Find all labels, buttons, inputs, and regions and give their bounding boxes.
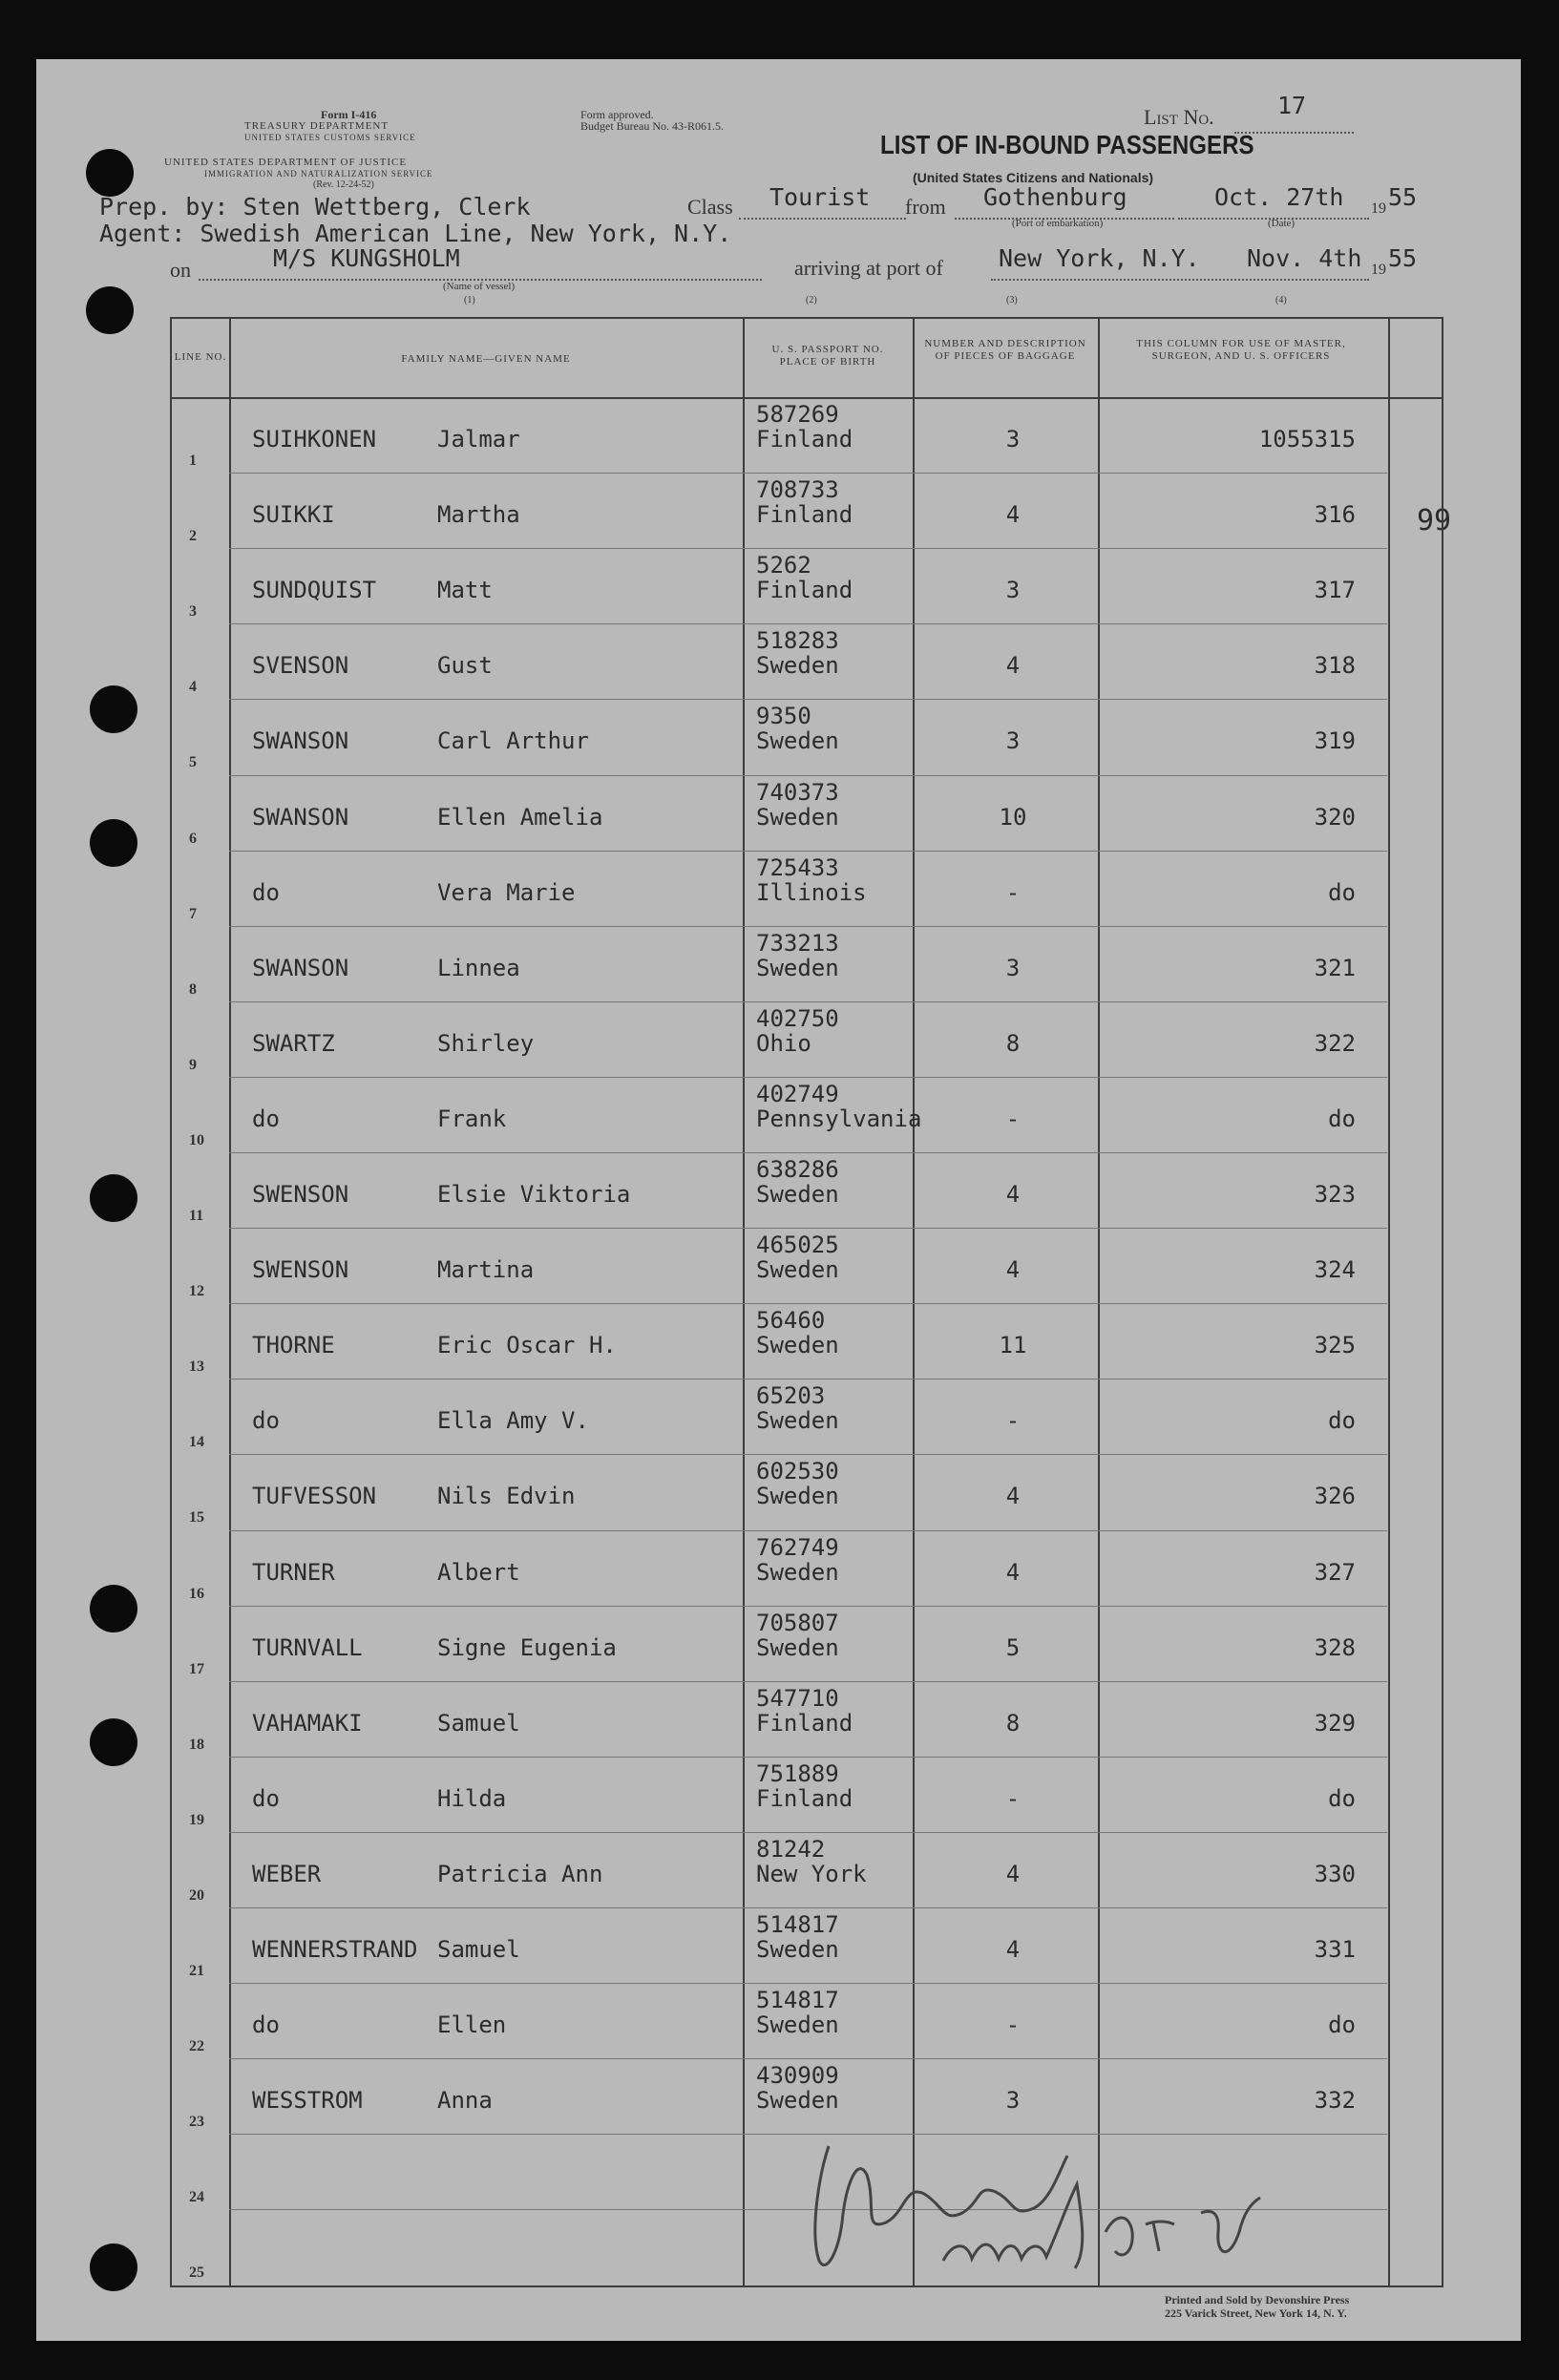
column-number-1: (1) — [464, 295, 475, 305]
family-name: WEBER — [252, 1860, 322, 1887]
officer-number: 326 — [1314, 1483, 1356, 1510]
arrival-port: New York, N.Y. — [999, 244, 1200, 272]
line-number: 13 — [189, 1358, 204, 1376]
given-name: Patricia Ann — [437, 1860, 603, 1887]
line-number: 24 — [189, 2189, 204, 2206]
place-of-birth: Finland — [756, 501, 853, 529]
baggage-count: 3 — [1005, 426, 1021, 453]
line-number: 5 — [189, 754, 197, 771]
officer-number: do — [1328, 1784, 1356, 1812]
place-of-birth: Sweden — [756, 1181, 839, 1208]
passport-number: 733213 — [756, 929, 839, 957]
baggage-count: 8 — [1005, 1029, 1021, 1057]
given-name: Frank — [437, 1105, 507, 1132]
family-name: TURNER — [252, 1558, 335, 1586]
officer-number: 320 — [1314, 803, 1356, 831]
passport-number: 402749 — [756, 1080, 839, 1107]
passport-number: 430909 — [756, 2062, 839, 2090]
table-row — [172, 1077, 1442, 1152]
passport-number: 547710 — [756, 1684, 839, 1712]
place-of-birth: Sweden — [756, 1936, 839, 1963]
line-number: 23 — [189, 2114, 204, 2131]
given-name: Vera Marie — [437, 878, 576, 906]
family-name: SUNDQUIST — [252, 577, 377, 604]
line-number: 4 — [189, 679, 197, 696]
family-name: SVENSON — [252, 652, 349, 680]
punch-hole — [90, 1174, 137, 1222]
table-row — [172, 1983, 1442, 2058]
place-of-birth: Sweden — [756, 954, 839, 981]
baggage-count: 4 — [1005, 501, 1021, 529]
document-subtitle: (United States Citizens and Nationals) — [913, 170, 1154, 185]
family-name: WESSTROM — [252, 2087, 363, 2115]
baggage-count: 3 — [1005, 727, 1021, 755]
table-row — [172, 1152, 1442, 1228]
table-row — [172, 1606, 1442, 1681]
place-of-birth: New York — [756, 1860, 867, 1887]
family-name: SWANSON — [252, 803, 349, 831]
line-number: 17 — [189, 1660, 204, 1677]
table-row — [172, 1001, 1442, 1077]
passport-number: 725433 — [756, 853, 839, 881]
table-row — [172, 1757, 1442, 1832]
dept-line-2: UNITED STATES CUSTOMS SERVICE — [244, 133, 416, 142]
given-name: Ellen — [437, 2011, 507, 2039]
printer-line-1: Printed and Sold by Devonshire Press — [1165, 2293, 1350, 2306]
officer-number: 316 — [1314, 501, 1356, 529]
punch-hole — [90, 1718, 137, 1766]
line-number: 19 — [189, 1811, 204, 1828]
dept-line-3: UNITED STATES DEPARTMENT OF JUSTICE — [164, 157, 408, 168]
place-of-birth: Sweden — [756, 803, 839, 831]
family-name: SWANSON — [252, 954, 349, 981]
officer-number: 318 — [1314, 652, 1356, 680]
passport-number: 81242 — [756, 1835, 826, 1863]
given-name: Ella Amy V. — [437, 1407, 589, 1435]
place-of-birth: Pennsylvania — [756, 1105, 922, 1132]
baggage-count: 8 — [1005, 1709, 1021, 1737]
line-number: 14 — [189, 1434, 204, 1451]
passport-number: 9350 — [756, 703, 811, 730]
place-of-birth: Sweden — [756, 1633, 839, 1661]
table-row — [172, 548, 1442, 623]
passport-number: 762749 — [756, 1533, 839, 1561]
given-name: Martina — [437, 1256, 535, 1284]
family-name: SWENSON — [252, 1256, 349, 1284]
on-label: on — [170, 258, 191, 282]
table-row — [172, 1303, 1442, 1379]
col-header-passport: U. S. PASSPORT NO. PLACE OF BIRTH — [771, 344, 884, 368]
line-number: 25 — [189, 2264, 204, 2282]
place-of-birth: Sweden — [756, 2087, 839, 2115]
given-name: Carl Arthur — [437, 727, 589, 755]
line-number: 12 — [189, 1283, 204, 1300]
table-row — [172, 623, 1442, 699]
passport-number: 402750 — [756, 1004, 839, 1032]
passport-number: 514817 — [756, 1911, 839, 1938]
officer-number: 324 — [1314, 1256, 1356, 1284]
passport-number: 602530 — [756, 1458, 839, 1485]
officer-number: 327 — [1314, 1558, 1356, 1586]
table-row — [172, 397, 1442, 473]
baggage-count: 4 — [1005, 1558, 1021, 1586]
passport-number: 518283 — [756, 627, 839, 655]
place-of-birth: Sweden — [756, 1483, 839, 1510]
officer-number: do — [1328, 1105, 1356, 1132]
given-name: Elsie Viktoria — [437, 1181, 631, 1208]
baggage-count: 4 — [1005, 1256, 1021, 1284]
family-name: SWARTZ — [252, 1029, 335, 1057]
given-name: Samuel — [437, 1936, 520, 1963]
given-name: Hilda — [437, 1784, 507, 1812]
officer-number: do — [1328, 2011, 1356, 2039]
punch-hole — [90, 685, 137, 733]
baggage-count: - — [1005, 2011, 1021, 2039]
embarkation-date: Oct. 27th — [1214, 183, 1344, 211]
line-number: 22 — [189, 2038, 204, 2055]
line-number: 11 — [189, 1208, 204, 1224]
officer-number: 329 — [1314, 1709, 1356, 1737]
line-number: 7 — [189, 905, 197, 922]
table-row — [172, 775, 1442, 851]
place-of-birth: Sweden — [756, 652, 839, 680]
given-name: Nils Edvin — [437, 1483, 576, 1510]
place-of-birth: Finland — [756, 577, 853, 604]
prepared-by: Prep. by: Sten Wettberg, Clerk — [99, 193, 531, 221]
officer-number: 331 — [1314, 1936, 1356, 1963]
place-of-birth: Sweden — [756, 1332, 839, 1359]
place-of-birth: Finland — [756, 1709, 853, 1737]
given-name: Albert — [437, 1558, 520, 1586]
table-row — [172, 1530, 1442, 1606]
family-name: THORNE — [252, 1332, 335, 1359]
table-row — [172, 1454, 1442, 1529]
baggage-count: 3 — [1005, 954, 1021, 981]
col-header-baggage: NUMBER AND DESCRIPTION OF PIECES OF BAGGAGE — [924, 338, 1086, 362]
line-number: 15 — [189, 1509, 204, 1527]
family-name: do — [252, 2011, 280, 2039]
officer-number: do — [1328, 878, 1356, 906]
baggage-count: - — [1005, 1407, 1021, 1435]
list-number: 17 — [1277, 92, 1307, 119]
table-row — [172, 473, 1442, 548]
baggage-count: 3 — [1005, 577, 1021, 604]
passport-number: 56460 — [756, 1307, 826, 1335]
officer-number: 319 — [1314, 727, 1356, 755]
list-no-label: List No. — [1144, 105, 1214, 129]
place-of-birth: Sweden — [756, 1558, 839, 1586]
given-name: Jalmar — [437, 426, 520, 453]
place-of-birth: Sweden — [756, 1256, 839, 1284]
line-number: 10 — [189, 1131, 204, 1148]
table-row — [172, 1907, 1442, 1983]
form-revision: (Rev. 12-24-52) — [313, 179, 374, 190]
passport-number: 65203 — [756, 1382, 826, 1410]
year-suffix-2: 55 — [1388, 244, 1418, 272]
given-name: Martha — [437, 501, 520, 529]
given-name: Matt — [437, 577, 493, 604]
given-name: Eric Oscar H. — [437, 1332, 617, 1359]
punch-hole — [86, 149, 134, 197]
officer-number: 328 — [1314, 1633, 1356, 1661]
line-number: 8 — [189, 980, 197, 998]
table-row — [172, 926, 1442, 1001]
punch-hole — [90, 1585, 137, 1632]
family-name: TURNVALL — [252, 1633, 363, 1661]
officer-number: 325 — [1314, 1332, 1356, 1359]
year-prefix-1: 19 — [1371, 200, 1386, 217]
dept-line-4: IMMIGRATION AND NATURALIZATION SERVICE — [204, 169, 433, 179]
officer-number: 330 — [1314, 1860, 1356, 1887]
given-name: Ellen Amelia — [437, 803, 603, 831]
family-name: do — [252, 1105, 280, 1132]
officer-number: 317 — [1314, 577, 1356, 604]
form-number: Form I-416 — [321, 108, 377, 121]
family-name: SWANSON — [252, 727, 349, 755]
table-row — [172, 1228, 1442, 1303]
line-number: 1 — [189, 453, 197, 469]
passport-number: 751889 — [756, 1759, 839, 1787]
col-header-officers: THIS COLUMN FOR USE OF MASTER, SURGEON, AND U. S. OFFICERS — [1136, 338, 1346, 362]
passport-number: 465025 — [756, 1232, 839, 1259]
vessel-name: M/S KUNGSHOLM — [273, 244, 460, 272]
budget-bureau: Budget Bureau No. 43-R061.5. — [580, 119, 724, 133]
baggage-count: - — [1005, 878, 1021, 906]
family-name: do — [252, 1784, 280, 1812]
table-row — [172, 1681, 1442, 1757]
arriving-label: arriving at port of — [794, 256, 943, 280]
baggage-count: 11 — [999, 1332, 1027, 1359]
baggage-count: - — [1005, 1784, 1021, 1812]
passport-number: 740373 — [756, 778, 839, 806]
place-of-birth: Sweden — [756, 727, 839, 755]
punch-hole — [86, 286, 134, 334]
agent-line: Agent: Swedish American Line, New York, N.Y. — [99, 220, 732, 247]
baggage-count: 4 — [1005, 652, 1021, 680]
baggage-count: 5 — [1005, 1633, 1021, 1661]
passport-number: 587269 — [756, 401, 839, 428]
baggage-count: 3 — [1005, 2087, 1021, 2115]
col-header-line-no: LINE NO. — [174, 351, 227, 363]
given-name: Linnea — [437, 954, 520, 981]
line-number: 6 — [189, 830, 197, 847]
from-port: Gothenburg — [983, 183, 1127, 211]
date-caption: (Date) — [1268, 218, 1296, 229]
column-number-3: (3) — [1006, 295, 1018, 305]
given-name: Shirley — [437, 1029, 535, 1057]
document-title: LIST OF IN-BOUND PASSENGERS — [880, 130, 1254, 159]
year-prefix-2: 19 — [1371, 262, 1386, 278]
officer-number: 321 — [1314, 954, 1356, 981]
table-row — [172, 699, 1442, 774]
family-name: SWENSON — [252, 1181, 349, 1208]
vessel-caption: (Name of vessel) — [443, 281, 516, 292]
place-of-birth: Illinois — [756, 878, 867, 906]
family-name: do — [252, 878, 280, 906]
baggage-count: - — [1005, 1105, 1021, 1132]
passport-number: 708733 — [756, 476, 839, 504]
table-row — [172, 851, 1442, 926]
given-name: Gust — [437, 652, 493, 680]
baggage-count: 4 — [1005, 1936, 1021, 1963]
family-name: SUIHKONEN — [252, 426, 377, 453]
officer-number: 1055315 — [1258, 426, 1356, 453]
document-page — [36, 59, 1521, 2341]
place-of-birth: Sweden — [756, 1407, 839, 1435]
passenger-table — [170, 317, 1443, 2287]
port-embarkation-caption: (Port of embarkation) — [1012, 218, 1104, 229]
baggage-count: 4 — [1005, 1860, 1021, 1887]
line-number: 16 — [189, 1585, 204, 1602]
place-of-birth: Ohio — [756, 1029, 811, 1057]
family-name: WENNERSTRAND — [252, 1936, 418, 1963]
line-number: 2 — [189, 528, 197, 545]
place-of-birth: Sweden — [756, 2011, 839, 2039]
family-name: do — [252, 1407, 280, 1435]
class-value: Tourist — [769, 183, 871, 211]
class-label: Class — [687, 195, 733, 219]
passport-number: 5262 — [756, 552, 811, 579]
given-name: Anna — [437, 2087, 493, 2115]
given-name: Samuel — [437, 1709, 520, 1737]
passport-number: 705807 — [756, 1609, 839, 1636]
family-name: VAHAMAKI — [252, 1709, 363, 1737]
passport-number: 638286 — [756, 1156, 839, 1183]
officer-number: 322 — [1314, 1029, 1356, 1057]
year-suffix-1: 55 — [1388, 183, 1418, 211]
punch-hole — [90, 2243, 137, 2291]
punch-hole — [90, 819, 137, 867]
dept-line-1: TREASURY DEPARTMENT — [244, 120, 390, 132]
table-row — [172, 1379, 1442, 1454]
arrival-date: Nov. 4th — [1247, 244, 1362, 272]
line-number: 18 — [189, 1736, 204, 1753]
family-name: TUFVESSON — [252, 1483, 377, 1510]
officer-signature — [800, 2117, 1296, 2280]
printer-line-2: 225 Varick Street, New York 14, N. Y. — [1165, 2306, 1347, 2320]
given-name: Signe Eugenia — [437, 1633, 617, 1661]
line-number: 20 — [189, 1886, 204, 1904]
column-number-2: (2) — [806, 295, 817, 305]
family-name: SUIKKI — [252, 501, 335, 529]
margin-note: 99 — [1417, 504, 1452, 537]
place-of-birth: Finland — [756, 426, 853, 453]
baggage-count: 4 — [1005, 1483, 1021, 1510]
officer-number: do — [1328, 1407, 1356, 1435]
form-approved: Form approved. — [580, 108, 654, 121]
line-number: 9 — [189, 1056, 197, 1073]
officer-number: 323 — [1314, 1181, 1356, 1208]
line-number: 3 — [189, 603, 197, 621]
passport-number: 514817 — [756, 1987, 839, 2014]
from-label: from — [905, 195, 946, 219]
line-number: 21 — [189, 1963, 204, 1979]
column-number-4: (4) — [1275, 295, 1287, 305]
baggage-count: 4 — [1005, 1181, 1021, 1208]
place-of-birth: Finland — [756, 1784, 853, 1812]
table-row — [172, 1832, 1442, 1907]
officer-number: 332 — [1314, 2087, 1356, 2115]
col-header-name: FAMILY NAME—GIVEN NAME — [401, 353, 571, 365]
baggage-count: 10 — [999, 803, 1027, 831]
